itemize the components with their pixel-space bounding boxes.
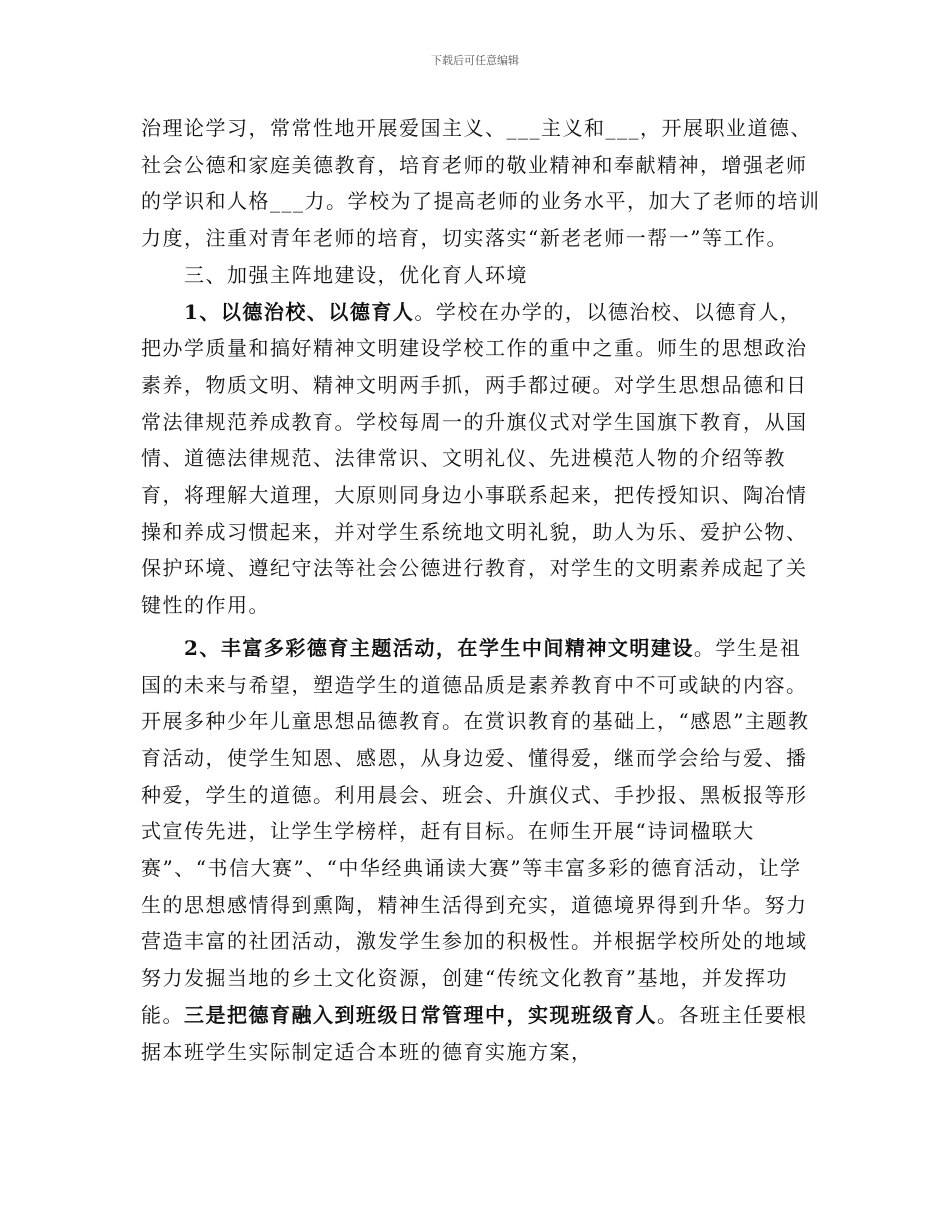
paragraph-1: 治理论学习，常常性地开展爱国主义、___主义和___，开展职业道德、社会公德和家庭美德教育，培育老师的敬业精神和奉献精神，增强老师的学识和人格___力。学校为了提高老师的业务水平，加大了老师的培训力度，注重对青年老师的培育，切实落实“新老老师一帮一”等工作。 xyxy=(141,116,821,251)
paragraph-item-1 xyxy=(141,294,821,624)
item-1-text: 。学校在办学的，以德治校、以德育人，把办学质量和搞好精神文明建设学校工作的重中之重。师生的思想政治素养，物质文明、精神文明两手抓，两手都过硬。对学生思想品德和日常法律规范养成教育。学校每周一的升旗仪式对学生国旗下教育，从国情、道德法律规范、法律常识、文明礼仪、先进模范人物的介绍等教育，将理解大道理，大原则同身边小事联系起来，把传授知识、陶冶情操和养成习惯起来，并对学生系统地文明礼貌，助人为乐、爱护公物、保护环境、遵纪守法等社会公德进行教育，对学生的文明素养成起了关键性的作用。 xyxy=(141,299,808,618)
item-2-text: 。学生是祖国的未来与希望，塑造学生的道德品质是素养教育中不可或缺的内容。开展多种少年儿童思想品德教育。在赏识教育的基础上，“感恩”主题教育活动，使学生知恩、感恩，从身边爱、懂得爱，继而学会给与爱、播种爱，学生的道德。利用晨会、班会、升旗仪式、手抄报、黑板报等形式宣传先进，让学生学榜样，赶有目标。在师生开展“诗词楹联大赛”、“书信大赛”、“中华经典诵读大赛”等丰富多彩的德育活动，让学生的思想感情得到熏陶，精神生活得到充实，道德境界得到升华。努力营造丰富的社团活动，激发学生参加的积极性。并根据学校所处的地域努力发掘当地的乡土文化资源，创建“传统文化教育”基地，并发挥功能。 xyxy=(141,635,810,1027)
paragraph-item-2 xyxy=(141,630,821,1070)
document-body xyxy=(141,110,821,1070)
section-heading-3: 三、加强主阵地建设，优化育人环境 xyxy=(184,262,528,287)
page-header: 下载后可任意编辑 xyxy=(431,54,519,67)
item-1-title: 1、以德治校、以德育人 xyxy=(184,299,415,324)
item-3-title: 三是把德育融入到班级日常管理中，实现班级育人 xyxy=(184,1002,657,1027)
item-3-text: 。各班主任要根据本班学生实际制定适合本班的德育实施方案， xyxy=(141,1002,808,1064)
item-2-title: 2、丰富多彩德育主题活动，在学生中间精神文明建设 xyxy=(184,635,694,660)
